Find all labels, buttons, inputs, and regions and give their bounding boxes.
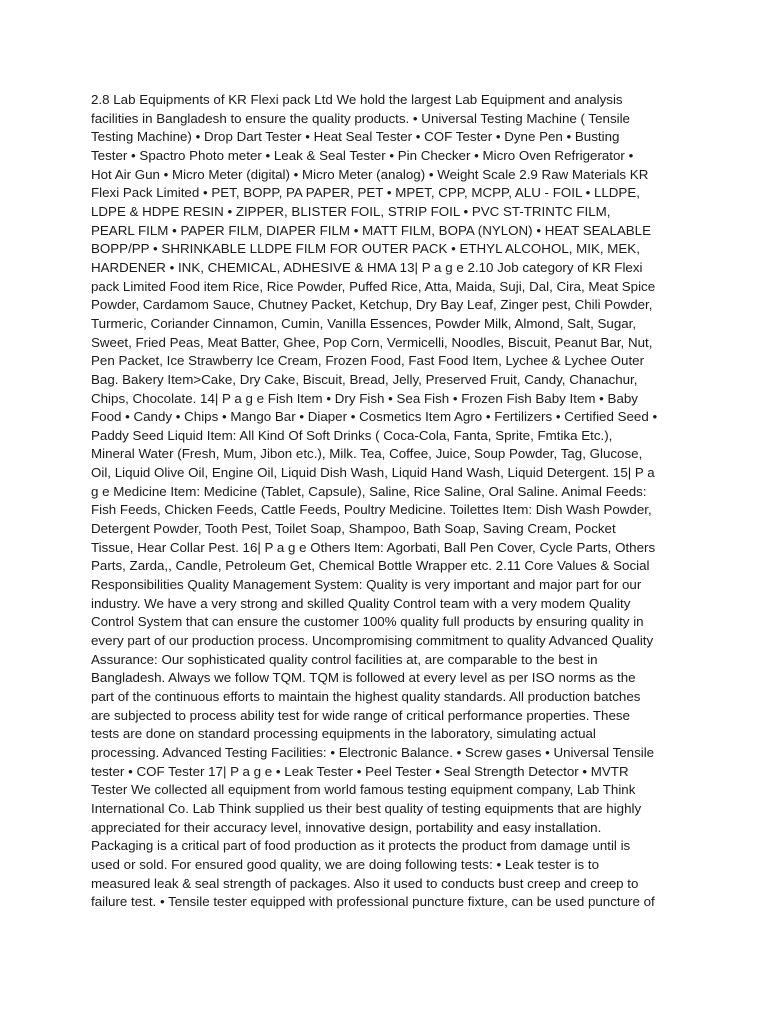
text-line: Paddy Seed Liquid Item: All Kind Of Soft Drinks ( Coca-Cola, Fanta, Sprite, Fmtika Etc.), <box>91 427 613 443</box>
text-line: failure test. • Tensile tester equipped with professional puncture fixture, can be used puncture of <box>91 894 655 910</box>
text-line: Packaging is a critical part of food production as it protects the product from damage until is <box>91 838 631 854</box>
text-line: BOPP/PP • SHRINKABLE LLDPE FILM FOR OUTER PACK • ETHYL ALCOHOL, MIK, MEK, <box>91 241 640 257</box>
text-line: Tester We collected all equipment from world famous testing equipment company, Lab Think <box>91 782 636 798</box>
text-line: used or sold. For ensured good quality, we are doing following tests: • Leak tester is to <box>91 856 600 872</box>
text-line: Hot Air Gun • Micro Meter (digital) • Micro Meter (analog) • Weight Scale 2.9 Raw Materials KR <box>91 166 649 182</box>
text-line: Mineral Water (Fresh, Mum, Jibon etc.), Milk. Tea, Coffee, Juice, Soup Powder, Tag, Glucose, <box>91 446 643 462</box>
text-line: Food • Candy • Chips • Mango Bar • Diaper • Cosmetics Item Agro • Fertilizers • Certified Seed • <box>91 409 658 425</box>
text-line: Pen Packet, Ice Strawberry Ice Cream, Frozen Food, Fast Food Item, Lychee & Lychee Outer <box>91 353 645 369</box>
text-line: Fish Feeds, Chicken Feeds, Cattle Feeds, Poultry Medicine. Toilettes Item: Dish Wash Powder, <box>91 502 652 518</box>
text-line: Powder, Cardamom Sauce, Chutney Packet, Ketchup, Dry Bay Leaf, Zinger pest, Chili Powder, <box>91 297 653 313</box>
text-line: tester • COF Tester 17| P a g e • Leak Tester • Peel Tester • Seal Strength Detector • MVTR <box>91 763 629 779</box>
text-line: measured leak & seal strength of packages. Also it used to conducts bust creep and creep to <box>91 875 639 891</box>
text-line: processing. Advanced Testing Facilities: • Electronic Balance. • Screw gases • Universal Tensile <box>91 744 655 760</box>
text-line: are subjected to process ability test for wide range of critical performance properties. These <box>91 707 630 723</box>
text-line: Oil, Liquid Olive Oil, Engine Oil, Liquid Dish Wash, Liquid Hand Wash, Liquid Detergent. 15| P a <box>91 465 655 481</box>
text-line: PEARL FILM • PAPER FILM, DIAPER FILM • MATT FILM, BOPA (NYLON) • HEAT SEALABLE <box>91 222 651 238</box>
text-line: Testing Machine) • Drop Dart Tester • Heat Seal Tester • COF Tester • Dyne Pen • Busting <box>91 129 620 145</box>
text-line: Flexi Pack Limited • PET, BOPP, PA PAPER, PET • MPET, CPP, MCPP, ALU - FOIL • LLDPE, <box>91 185 640 201</box>
text-line: pack Limited Food item Rice, Rice Powder, Puffed Rice, Atta, Maida, Suji, Dal, Cira, Meat Spice <box>91 278 656 294</box>
text-line: Parts, Zarda,, Candle, Petroleum Get, Chemical Bottle Wrapper etc. 2.11 Core Values & Social <box>91 558 650 574</box>
text-line: 2.8 Lab Equipments of KR Flexi pack Ltd We hold the largest Lab Equipment and analysis <box>91 92 623 107</box>
text-line: Tester • Spactro Photo meter • Leak & Seal Tester • Pin Checker • Micro Oven Refrigerator • <box>91 147 634 163</box>
text-line: Sweet, Fried Peas, Meat Batter, Ghee, Pop Corn, Vermicelli, Noodles, Biscuit, Peanut Bar, Nut, <box>91 334 653 350</box>
text-line: International Co. Lab Think supplied us their best quality of testing equipments that are highly <box>91 800 642 816</box>
text-line: Control System that can ensure the customer 100% quality full products by ensuring quality in <box>91 614 644 630</box>
text-line: facilities in Bangladesh to ensure the quality products. • Universal Testing Machine ( Tensile <box>91 110 630 126</box>
text-line: HARDENER • INK, CHEMICAL, ADHESIVE & HMA 13| P a g e 2.10 Job category of KR Flexi <box>91 259 643 275</box>
text-line: every part of our production process. Uncompromising commitment to quality Advanced Quality <box>91 633 654 649</box>
text-line: Assurance: Our sophisticated quality control facilities at, are comparable to the best in <box>91 651 598 667</box>
text-line: Detergent Powder, Tooth Pest, Toilet Soap, Shampoo, Bath Soap, Saving Cream, Pocket <box>91 521 616 537</box>
text-line: g e Medicine Item: Medicine (Tablet, Capsule), Saline, Rice Saline, Oral Saline. Animal Feeds: <box>91 483 647 499</box>
text-line: LDPE & HDPE RESIN • ZIPPER, BLISTER FOIL, STRIP FOIL • PVC ST-TRINTC FILM, <box>91 203 611 219</box>
text-line: Turmeric, Coriander Cinnamon, Cumin, Vanilla Essences, Powder Milk, Almond, Salt, Sugar, <box>91 315 637 331</box>
text-line: appreciated for their accuracy level, innovative design, portability and easy installation. <box>91 819 602 835</box>
text-line: Bangladesh. Always we follow TQM. TQM is followed at every level as per ISO norms as the <box>91 670 636 686</box>
document-body-text <box>91 91 681 912</box>
text-line: industry. We have a very strong and skilled Quality Control team with a very modem Quality <box>91 595 631 611</box>
text-line: part of the continuous efforts to maintain the highest quality standards. All production batches <box>91 689 641 704</box>
text-line: Responsibilities Quality Management System: Quality is very important and major part for our <box>91 577 642 593</box>
text-line: Bag. Bakery Item>Cake, Dry Cake, Biscuit, Bread, Jelly, Preserved Fruit, Candy, Chanachur, <box>91 371 638 387</box>
text-line: Tissue, Hear Collar Pest. 16| P a g e Others Item: Agorbati, Ball Pen Cover, Cycle Parts, Others <box>91 539 656 555</box>
text-line: tests are done on standard processing equipments in the laboratory, simulating actual <box>91 726 596 742</box>
text-line: Chips, Chocolate. 14| P a g e Fish Item • Dry Fish • Sea Fish • Frozen Fish Baby Item • Baby <box>91 390 638 406</box>
